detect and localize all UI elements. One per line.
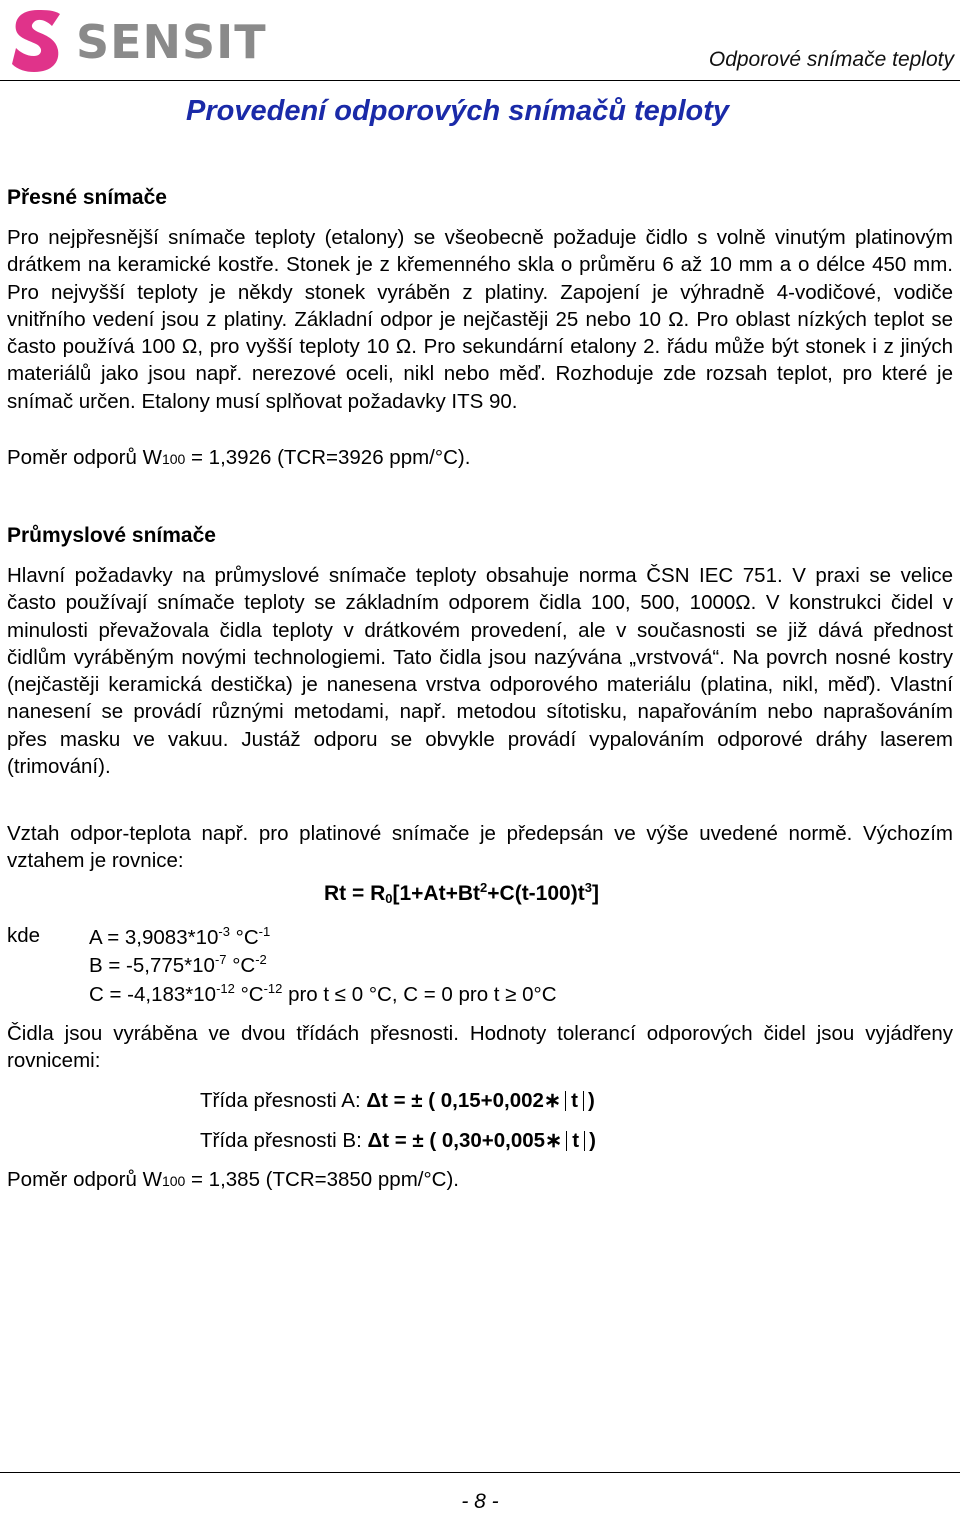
heading-precise-sensors: Přesné snímače [7, 186, 167, 209]
ratio-value: = 1,3926 (TCR=3926 ppm/°C). [185, 446, 471, 469]
eq-sub: 0 [385, 891, 393, 906]
page-number: - 8 - [461, 1490, 499, 1513]
section-label: Odporové snímače teploty [708, 48, 954, 71]
coef-exp: -12 [216, 981, 235, 996]
coef-exp: -3 [218, 924, 230, 939]
coefficient-b [89, 952, 267, 980]
resistance-ratio-etalon [7, 446, 470, 470]
tolerance-label: Třída přesnosti A: [200, 1089, 367, 1112]
resistance-ratio-industrial [7, 1168, 459, 1192]
page-title: Provedení odporových snímačů teploty [186, 95, 730, 127]
sensit-logo-mark [8, 4, 270, 74]
coef-exp: -2 [255, 952, 267, 967]
paragraph-accuracy-classes [7, 1020, 953, 1075]
tolerance-equation: Δt = ± ( 0,15+0,002∗ [366, 1089, 562, 1112]
tolerance-class-b [200, 1128, 596, 1153]
eq-sup: 3 [584, 880, 592, 895]
sensit-logo [8, 4, 270, 74]
eq-part: [1+At+Bt [392, 882, 481, 905]
coef-text: B = -5,775*10 [89, 954, 215, 977]
coef-text: A = 3,9083*10 [89, 926, 219, 949]
eq-part: ] [591, 882, 599, 905]
ratio-label: Poměr odporů W [7, 1168, 162, 1191]
coef-unit: °C [234, 983, 264, 1006]
coef-exp: -1 [258, 924, 271, 939]
paragraph-relation [7, 820, 953, 875]
paragraph-text: Vztah odpor-teplota např. pro platinové snímače je předepsán ve výše uvedené normě. Výchozím vztahem je rovnice: [7, 822, 953, 873]
paragraph-text: Čidla jsou vyráběna ve dvou třídách přesnosti. Hodnoty tolerancí odporových čidel jsou vyjádřeny rovnicemi: [7, 1022, 953, 1073]
header-divider [0, 80, 960, 81]
ratio-subscript: 100 [161, 451, 186, 467]
footer-divider [0, 1472, 960, 1473]
equation-rt [324, 882, 599, 906]
heading-industrial-sensors: Průmyslové snímače [7, 524, 216, 547]
paragraph-precise-sensors [7, 224, 953, 415]
paragraph-text: Pro nejpřesnější snímače teploty (etalony) se všeobecně požaduje čidlo s volně vinutým platinovým drátkem na keramické kostře. Stonek je z křemenného skla o průměru 6 až 10 mm a o délce 450 mm. Pro nejvyšší teploty je někdy stonek vyráběn z platiny. Zapojení je výhradně 4-vodičové, vodiče vnitřního vedení jsou z platiny. Základní odpor je nejčastěji 25 nebo 10 Ω. Pro oblast nízkých teplot se často používá 100 Ω, pro vyšší teploty 10 Ω. Pro sekundární etalony 2. řádu může být stonek i z jiných materiálů jako jsou např. nerezové oceli, nikl nebo měď. Rozhoduje zde rozsah teplot, pro které je snímač určen. Etalony musí splňovat požadavky ITS 90. [7, 226, 953, 413]
ratio-subscript: 100 [161, 1173, 186, 1189]
ratio-label: Poměr odporů W [7, 446, 162, 469]
coef-text: C = -4,183*10 [89, 983, 217, 1006]
coef-exp: -12 [263, 981, 283, 996]
coef-unit: °C [226, 954, 256, 977]
coef-exp: -7 [214, 952, 227, 967]
coef-condition: pro t ≤ 0 °C, C = 0 pro t ≥ 0°C [282, 983, 557, 1006]
tolerance-label: Třída přesnosti B: [200, 1129, 368, 1152]
logo-text: SENSIT [76, 15, 267, 69]
tolerance-end: ) [589, 1129, 596, 1152]
coefficient-a [89, 924, 270, 952]
tolerance-end: ) [587, 1089, 595, 1112]
tolerance-class-a [200, 1088, 595, 1113]
paragraph-text: Hlavní požadavky na průmyslové snímače teploty obsahuje norma ČSN IEC 751. V praxi se velice často používají snímače teploty se základním odporem čidla 100, 500, 1000Ω. V konstrukci čidel v minulosti převažovala čidla teploty v drátkovém provedení, ale v současnosti se již dává přednost čidlům vyráběným novými technologiemi. Tato čidla jsou nazývána „vrstvová“. Na povrch nosné kostry (nejčastěji keramická destička) je nanesena vrstva odporového materiálu (platina, nikl, měď). Vlastní nanesení se provádí různými metodami, např. metodou sítotisku, napařováním nebo naprašováním přes masku ve vakuu. Justáž odporu se obvykle provádí vypalováním odporové dráhy laserem (trimování). [7, 564, 953, 779]
paragraph-industrial-sensors [7, 562, 953, 780]
eq-part: +C(t-100)t [487, 882, 585, 905]
abs-t: t [566, 1131, 585, 1151]
coef-unit: °C [229, 926, 259, 949]
eq-sup: 2 [480, 880, 488, 895]
ratio-value: = 1,385 (TCR=3850 ppm/°C). [185, 1168, 459, 1191]
kde-label: kde [7, 924, 41, 947]
abs-t: t [565, 1091, 584, 1111]
eq-part: Rt = R [324, 882, 386, 905]
coefficient-c [89, 981, 557, 1009]
tolerance-equation: Δt = ± ( 0,30+0,005∗ [367, 1129, 563, 1152]
